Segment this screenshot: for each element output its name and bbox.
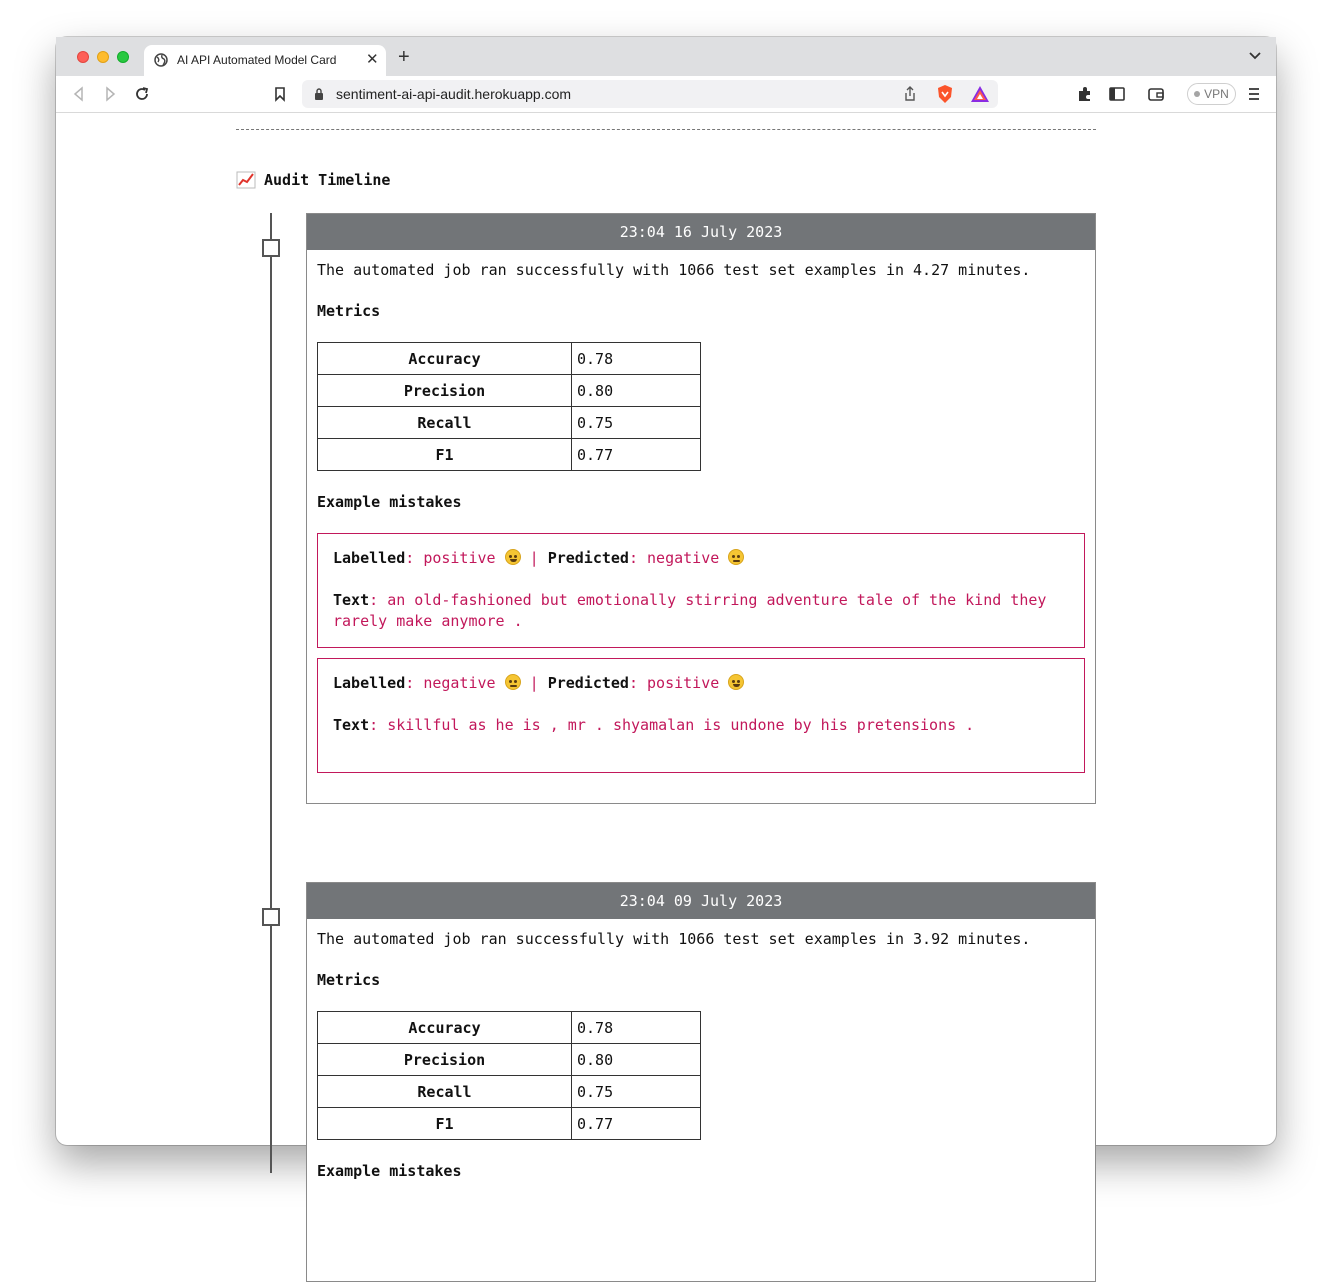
separator: :	[628, 549, 638, 567]
predicted-value: negative	[647, 549, 720, 567]
url-text: sentiment-ai-api-audit.herokuapp.com	[336, 86, 572, 102]
table-row	[318, 1012, 701, 1044]
metric-name: F1	[318, 439, 572, 471]
mistake-text	[333, 715, 1069, 736]
mistakes-heading: Example mistakes	[317, 493, 462, 511]
table-row	[318, 407, 701, 439]
timeline-marker	[262, 908, 280, 926]
vpn-label: VPN	[1204, 87, 1229, 101]
metric-name: Accuracy	[318, 1012, 572, 1044]
reload-icon[interactable]	[133, 85, 151, 103]
entry-summary: The automated job ran successfully with 1066 test set examples in 3.92 minutes.	[317, 930, 1031, 948]
mistake-text	[333, 590, 1069, 632]
close-window-button[interactable]	[77, 51, 89, 63]
mistake-card	[317, 533, 1085, 648]
metric-value: 0.77	[572, 1108, 701, 1140]
forward-arrow-icon[interactable]	[101, 85, 119, 103]
table-row	[318, 375, 701, 407]
entry-date: 23:04 09 July 2023	[307, 883, 1095, 919]
brave-shields-icon[interactable]	[936, 84, 954, 104]
mistake-labels: Labelled: negative | Predicted: positive	[333, 673, 1069, 694]
timeline-entry	[306, 882, 1096, 1282]
pensive-face-icon	[505, 674, 521, 690]
vpn-status-dot	[1194, 91, 1200, 97]
separator: :	[369, 716, 379, 734]
metric-value: 0.80	[572, 1044, 701, 1076]
labelled-label: Labelled	[333, 674, 406, 692]
metric-name: F1	[318, 1108, 572, 1140]
mistake-card	[317, 658, 1085, 773]
metric-value: 0.77	[572, 439, 701, 471]
separator: :	[405, 674, 415, 692]
pensive-face-icon	[728, 549, 744, 565]
metrics-table	[317, 1011, 701, 1140]
metric-name: Precision	[318, 1044, 572, 1076]
section-title: Audit Timeline	[264, 171, 391, 189]
text-label: Text	[333, 591, 370, 609]
labelled-value: positive	[423, 549, 496, 567]
separator: :	[369, 591, 379, 609]
address-bar[interactable]	[302, 80, 998, 108]
metric-value: 0.78	[572, 1012, 701, 1044]
metric-value: 0.80	[572, 375, 701, 407]
grinning-face-icon	[728, 674, 744, 690]
metric-name: Precision	[318, 375, 572, 407]
predicted-value: positive	[647, 674, 720, 692]
page-content	[56, 113, 1276, 1180]
chart-increasing-icon	[236, 171, 256, 189]
brave-rewards-icon[interactable]	[970, 85, 990, 103]
zoom-window-button[interactable]	[117, 51, 129, 63]
labelled-value: negative	[423, 674, 496, 692]
table-row	[318, 1108, 701, 1140]
back-arrow-icon[interactable]	[70, 85, 88, 103]
vpn-button[interactable]	[1187, 83, 1236, 105]
metric-name: Accuracy	[318, 343, 572, 375]
lock-icon	[314, 88, 324, 100]
text-value: an old-fashioned but emotionally stirring adventure tale of the kind they rarely make anymore .	[333, 591, 1047, 630]
entry-summary: The automated job ran successfully with 1066 test set examples in 4.27 minutes.	[317, 261, 1031, 279]
timeline-marker	[262, 239, 280, 257]
metrics-heading: Metrics	[317, 302, 381, 320]
sidebar-icon[interactable]	[1108, 85, 1126, 103]
section-heading	[236, 171, 390, 189]
predicted-label: Predicted	[547, 674, 629, 692]
labelled-label: Labelled	[333, 549, 406, 567]
entry-body	[307, 919, 1095, 1222]
browser-toolbar	[56, 76, 1276, 113]
text-label: Text	[333, 716, 370, 734]
metric-value: 0.75	[572, 407, 701, 439]
table-row	[318, 1076, 701, 1108]
wallet-icon[interactable]	[1147, 85, 1165, 103]
entry-body	[307, 250, 1095, 803]
new-tab-button[interactable]: +	[398, 46, 410, 68]
chevron-down-icon[interactable]	[1248, 51, 1262, 61]
metric-value: 0.78	[572, 343, 701, 375]
metrics-table	[317, 342, 701, 471]
bookmark-icon[interactable]	[271, 85, 289, 103]
mistakes-heading: Example mistakes	[317, 1162, 462, 1180]
predicted-label: Predicted	[547, 549, 629, 567]
metrics-heading: Metrics	[317, 971, 381, 989]
metric-value: 0.75	[572, 1076, 701, 1108]
minimize-window-button[interactable]	[97, 51, 109, 63]
tab-title: AI API Automated Model Card	[177, 53, 337, 67]
menu-icon[interactable]	[1245, 85, 1263, 103]
separator: :	[628, 674, 638, 692]
close-tab-icon[interactable]: ✕	[366, 51, 379, 68]
metric-name: Recall	[318, 1076, 572, 1108]
table-row	[318, 439, 701, 471]
share-icon[interactable]	[902, 85, 918, 103]
extensions-icon[interactable]	[1076, 85, 1094, 103]
grinning-face-icon	[505, 549, 521, 565]
metric-name: Recall	[318, 407, 572, 439]
section-divider	[236, 129, 1096, 130]
globe-icon	[154, 53, 168, 67]
table-row	[318, 343, 701, 375]
tab-bar	[56, 37, 1276, 76]
entry-date: 23:04 16 July 2023	[307, 214, 1095, 250]
table-row	[318, 1044, 701, 1076]
mistake-labels: Labelled: positive | Predicted: negative	[333, 548, 1069, 569]
browser-tab-active[interactable]	[144, 45, 386, 76]
separator: :	[405, 549, 415, 567]
text-value: skillful as he is , mr . shyamalan is undone by his pretensions .	[387, 716, 975, 734]
browser-window	[56, 37, 1276, 1180]
timeline-entry	[306, 213, 1096, 804]
timeline-line	[270, 213, 272, 1173]
